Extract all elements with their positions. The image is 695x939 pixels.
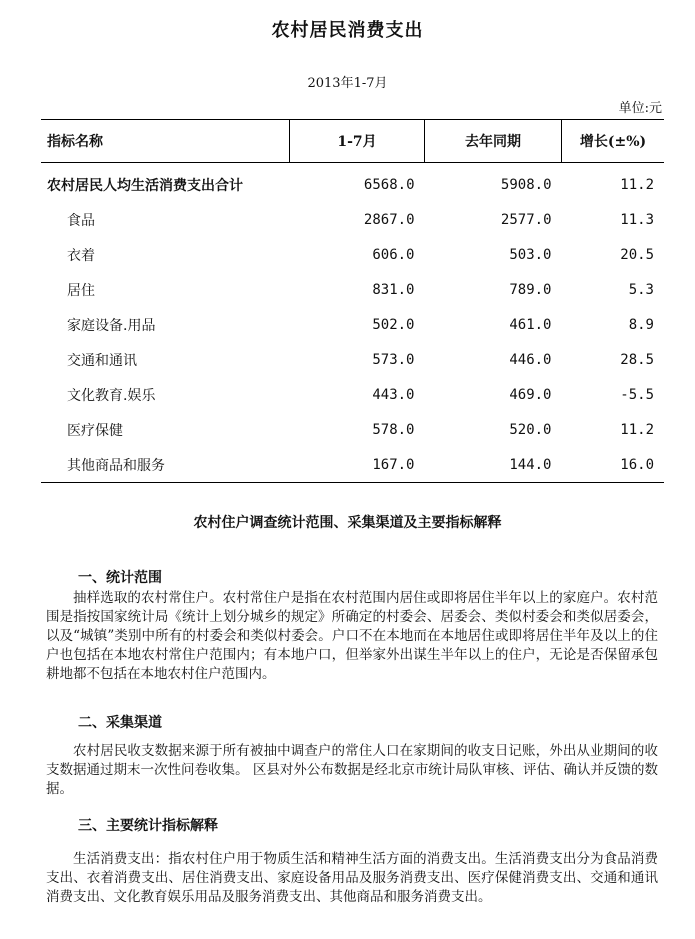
row-value-growth: 11.2 (620, 421, 654, 438)
header-jan-jul: 1-7月 (290, 120, 425, 163)
header-growth: 增长(±%) (562, 120, 665, 163)
row-name: 其他商品和服务 (41, 447, 290, 483)
row-value-last-year: 2577.0 (500, 211, 552, 228)
expenditure-table (41, 119, 664, 483)
table-row (41, 342, 664, 377)
row-value-current: 578.0 (372, 421, 415, 438)
row-value-growth: 28.5 (620, 351, 654, 368)
row-value-growth: 20.5 (620, 246, 654, 263)
row-name: 居住 (67, 282, 95, 299)
header-indicator-name: 指标名称 (41, 120, 290, 163)
table-row (41, 307, 664, 342)
row-value-last-year: 789.0 (509, 281, 552, 298)
row-value-current: 831.0 (372, 281, 415, 298)
row-value-last-year: 144.0 (425, 447, 562, 483)
row-value-last-year: 520.0 (509, 421, 552, 438)
row-name: 衣着 (67, 247, 95, 264)
row-value-last-year: 446.0 (509, 351, 552, 368)
row-value-current: 167.0 (290, 447, 425, 483)
row-name: 医疗保健 (67, 422, 123, 439)
row-value-last-year: 469.0 (509, 386, 552, 403)
section-heading-indicators: 三、主要统计指标解释 (78, 818, 218, 834)
section-heading-channel: 二、采集渠道 (78, 715, 162, 731)
table-row (41, 202, 664, 237)
row-value-growth: 5.3 (628, 281, 654, 298)
row-value-current: 443.0 (372, 386, 415, 403)
section-text-scope: 抽样选取的农村常住户。农村常住户是指在农村范围内居住或即将居住半年以上的家庭户。农村范围是指按国家统计局《统计上划分城乡的规定》所确定的村委会、居委会、类似村委会和类似居委会，以及“城镇”类别中所有的村委会和类似村委会。户口不在本地而在本地居住或即将居住半年及以上的住户也包括在本地农村常住户范围内；有本地户口，但举家外出谋生半年以上的住户，无论是否保留承包耕地都不包括在本地农村住户范围内。 (46, 590, 658, 682)
row-value-growth: 8.9 (628, 316, 654, 333)
row-value-growth: -5.5 (620, 386, 654, 403)
row-value-current: 573.0 (372, 351, 415, 368)
page-title: 农村居民消费支出 (271, 20, 424, 41)
table-row (41, 377, 664, 412)
row-value-current: 6568.0 (363, 176, 415, 193)
section-text-channel: 农村居民收支数据来源于所有被抽中调查户的常住人口在家期间的收支日记账，外出从业期间的收支数据通过期末一次性问卷收集。 区县对外公布数据是经北京市统计局队审核、评估、确认并反馈的数据。 (46, 743, 658, 797)
period-subtitle: 2013年1-7月 (307, 76, 388, 91)
header-last-year: 去年同期 (425, 120, 562, 163)
section-heading-scope: 一、统计范围 (78, 570, 162, 586)
row-name: 交通和通讯 (67, 352, 137, 369)
notes-title: 农村住户调查统计范围、采集渠道及主要指标解释 (193, 515, 502, 531)
row-value-last-year: 503.0 (509, 246, 552, 263)
row-value-last-year: 5908.0 (500, 176, 552, 193)
table-row (41, 412, 664, 447)
row-value-current: 2867.0 (363, 211, 415, 228)
table-header-row (41, 120, 664, 163)
section-text-indicators: 生活消费支出：指农村住户用于物质生活和精神生活方面的消费支出。生活消费支出分为食品消费支出、衣着消费支出、居住消费支出、家庭设备用品及服务消费支出、医疗保健消费支出、交通和通讯消费支出、文化教育娱乐用品及服务消费支出、其他商品和服务消费支出。 (46, 851, 658, 905)
table-row (41, 163, 664, 203)
row-value-growth: 16.0 (562, 447, 665, 483)
table-row (41, 237, 664, 272)
table-row (41, 272, 664, 307)
row-value-growth: 11.3 (620, 211, 654, 228)
row-value-current: 606.0 (372, 246, 415, 263)
row-name: 文化教育.娱乐 (67, 387, 156, 404)
row-value-current: 502.0 (372, 316, 415, 333)
row-name: 食品 (67, 212, 95, 229)
table-row (41, 447, 664, 483)
row-value-growth: 11.2 (620, 176, 654, 193)
unit-label: 单位:元 (618, 101, 662, 116)
row-name: 家庭设备.用品 (67, 317, 156, 334)
row-name: 农村居民人均生活消费支出合计 (47, 177, 243, 194)
row-value-last-year: 461.0 (509, 316, 552, 333)
